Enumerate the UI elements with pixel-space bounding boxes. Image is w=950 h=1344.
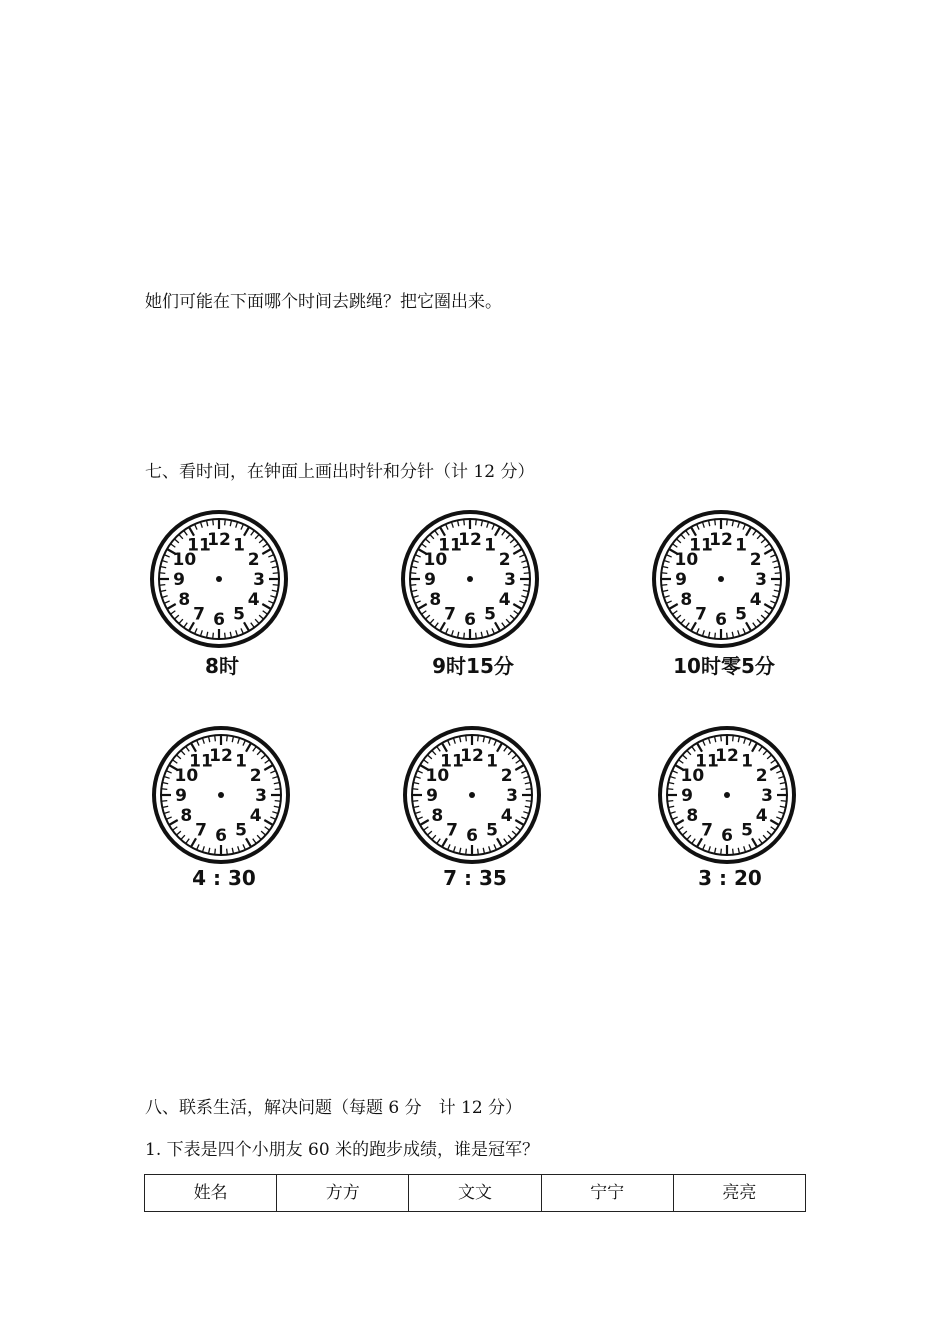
clock-5[interactable] [400, 726, 550, 911]
table-cell: 宁宁 [541, 1175, 673, 1212]
clock-tick [524, 573, 530, 574]
question-jump-rope: 她们可能在下面哪个时间去跳绳？把它圈出来。 [145, 292, 502, 312]
clock-tick [727, 519, 728, 525]
clock-tick [667, 801, 673, 802]
clock-tick [273, 573, 279, 574]
table-cell: 姓名 [145, 1175, 277, 1212]
clock-number: 5 [741, 820, 753, 841]
clock-number: 5 [735, 604, 747, 625]
clock-tick [478, 849, 479, 855]
clock-number: 7 [446, 820, 458, 841]
clock-center-dot [467, 576, 473, 582]
clock-tick [733, 849, 734, 855]
clock-number: 5 [235, 820, 247, 841]
clock-3[interactable] [649, 510, 799, 695]
clock-tick [215, 849, 216, 855]
clock-tick [775, 585, 781, 586]
clock-tick [273, 585, 279, 586]
clock-number: 3 [506, 786, 518, 806]
clock-tick [227, 849, 228, 855]
clock-center-dot [218, 792, 224, 798]
clock-4[interactable] [149, 726, 299, 911]
clock-tick [524, 585, 530, 586]
clock-number: 6 [466, 826, 478, 846]
clock-tick [225, 519, 226, 525]
clock-tick [410, 585, 416, 586]
clock-number: 11 [189, 751, 213, 772]
clock-number: 4 [500, 806, 513, 826]
clock-tick [464, 519, 465, 525]
table-row [145, 1175, 806, 1212]
clock-number: 11 [695, 751, 719, 772]
clock-number: 12 [207, 530, 231, 550]
clock-number: 3 [504, 570, 516, 590]
clock-number: 8 [429, 590, 442, 610]
clock-number: 8 [178, 590, 191, 610]
clock-number: 7 [444, 604, 456, 625]
clock-tick [275, 789, 281, 790]
clock-center-dot [216, 576, 222, 582]
clock-number: 1 [735, 535, 747, 556]
clock-face[interactable] [400, 726, 550, 866]
clock-number: 5 [233, 604, 245, 625]
clock-number: 1 [233, 535, 245, 556]
clock-face[interactable] [655, 726, 805, 866]
clock-number: 3 [755, 570, 767, 590]
clock-1[interactable] [147, 510, 297, 695]
clock-face[interactable] [149, 726, 299, 866]
clock-number: 9 [675, 570, 687, 590]
clock-label: 7 : 35 [443, 866, 507, 890]
clock-tick [715, 633, 716, 639]
clock-number: 8 [680, 590, 693, 610]
clock-tick [466, 849, 467, 855]
clock-label: 3 : 20 [698, 866, 762, 890]
score-table [144, 1174, 806, 1212]
clock-number: 7 [193, 604, 205, 625]
clock-face[interactable] [398, 510, 548, 650]
clock-tick [161, 789, 167, 790]
clock-number: 9 [424, 570, 436, 590]
clock-tick [213, 519, 214, 525]
clock-tick [159, 573, 165, 574]
question-1: 1. 下表是四个小朋友 60 米的跑步成绩，谁是冠军？ [145, 1140, 540, 1160]
clock-tick [667, 789, 673, 790]
clock-label: 10时零5分 [673, 654, 775, 678]
clock-2[interactable] [398, 510, 548, 695]
clock-number: 1 [484, 535, 496, 556]
clock-number: 2 [498, 550, 511, 570]
clock-number: 8 [686, 806, 699, 826]
clock-number: 8 [180, 806, 193, 826]
clock-number: 12 [715, 746, 739, 766]
clock-number: 12 [458, 530, 482, 550]
clock-number: 5 [486, 820, 498, 841]
clock-number: 2 [755, 766, 768, 786]
table-cell: 方方 [277, 1175, 409, 1212]
clock-number: 10 [674, 550, 699, 570]
clock-tick [275, 801, 281, 802]
clock-tick [661, 573, 667, 574]
clock-tick [526, 789, 532, 790]
clock-tick [476, 633, 477, 639]
clock-label: 8时 [205, 654, 239, 678]
section8-title: 八、联系生活，解决问题（每题 6 分 计 12 分） [145, 1098, 523, 1118]
clock-number: 6 [715, 610, 727, 630]
clock-tick [466, 735, 467, 741]
clock-number: 1 [741, 751, 753, 772]
clock-face[interactable] [649, 510, 799, 650]
clock-number: 2 [249, 766, 262, 786]
clock-tick [781, 789, 787, 790]
table-cell: 文文 [409, 1175, 541, 1212]
clock-label: 4 : 30 [192, 866, 256, 890]
clock-number: 2 [247, 550, 260, 570]
clock-number: 6 [213, 610, 225, 630]
clock-number: 7 [695, 604, 707, 625]
clock-number: 10 [174, 766, 199, 786]
clock-tick [215, 735, 216, 741]
clock-number: 12 [709, 530, 733, 550]
clock-tick [733, 735, 734, 741]
clock-tick [159, 585, 165, 586]
clock-number: 3 [255, 786, 267, 806]
clock-number: 11 [440, 751, 464, 772]
clock-tick [781, 801, 787, 802]
clock-number: 2 [500, 766, 513, 786]
clock-tick [526, 801, 532, 802]
clock-number: 6 [215, 826, 227, 846]
clock-tick [412, 789, 418, 790]
clock-tick [775, 573, 781, 574]
table-cell: 亮亮 [673, 1175, 805, 1212]
clock-tick [715, 519, 716, 525]
clock-number: 12 [209, 746, 233, 766]
clock-number: 12 [460, 746, 484, 766]
clock-number: 4 [755, 806, 768, 826]
clock-number: 10 [423, 550, 448, 570]
clock-tick [161, 801, 167, 802]
clock-number: 6 [464, 610, 476, 630]
clock-number: 6 [721, 826, 733, 846]
clock-tick [464, 633, 465, 639]
clock-tick [478, 735, 479, 741]
clock-number: 11 [438, 535, 462, 556]
section7-title: 七、看时间，在钟面上画出时针和分针（计 12 分） [145, 462, 535, 482]
clock-number: 1 [486, 751, 498, 772]
clock-number: 4 [749, 590, 762, 610]
clock-tick [661, 585, 667, 586]
clock-number: 9 [426, 786, 438, 806]
clock-tick [225, 633, 226, 639]
clock-6[interactable] [655, 726, 805, 911]
clock-center-dot [724, 792, 730, 798]
clock-face[interactable] [147, 510, 297, 650]
clock-number: 9 [175, 786, 187, 806]
clock-number: 10 [680, 766, 705, 786]
clock-number: 1 [235, 751, 247, 772]
clock-tick [721, 849, 722, 855]
clock-number: 11 [187, 535, 211, 556]
clock-number: 3 [761, 786, 773, 806]
clock-tick [227, 735, 228, 741]
clock-number: 7 [701, 820, 713, 841]
clock-number: 11 [689, 535, 713, 556]
clock-number: 4 [498, 590, 511, 610]
clock-center-dot [718, 576, 724, 582]
clock-number: 4 [247, 590, 260, 610]
clock-tick [410, 573, 416, 574]
clock-number: 10 [172, 550, 197, 570]
clock-tick [412, 801, 418, 802]
clock-number: 10 [425, 766, 450, 786]
clock-number: 3 [253, 570, 265, 590]
clock-number: 2 [749, 550, 762, 570]
clock-number: 9 [173, 570, 185, 590]
clock-label: 9时15分 [432, 654, 514, 678]
clock-tick [721, 735, 722, 741]
clock-tick [213, 633, 214, 639]
clock-number: 7 [195, 820, 207, 841]
clock-center-dot [469, 792, 475, 798]
clock-number: 8 [431, 806, 444, 826]
clock-number: 5 [484, 604, 496, 625]
clock-tick [476, 519, 477, 525]
clock-number: 9 [681, 786, 693, 806]
clock-tick [727, 633, 728, 639]
clock-number: 4 [249, 806, 262, 826]
